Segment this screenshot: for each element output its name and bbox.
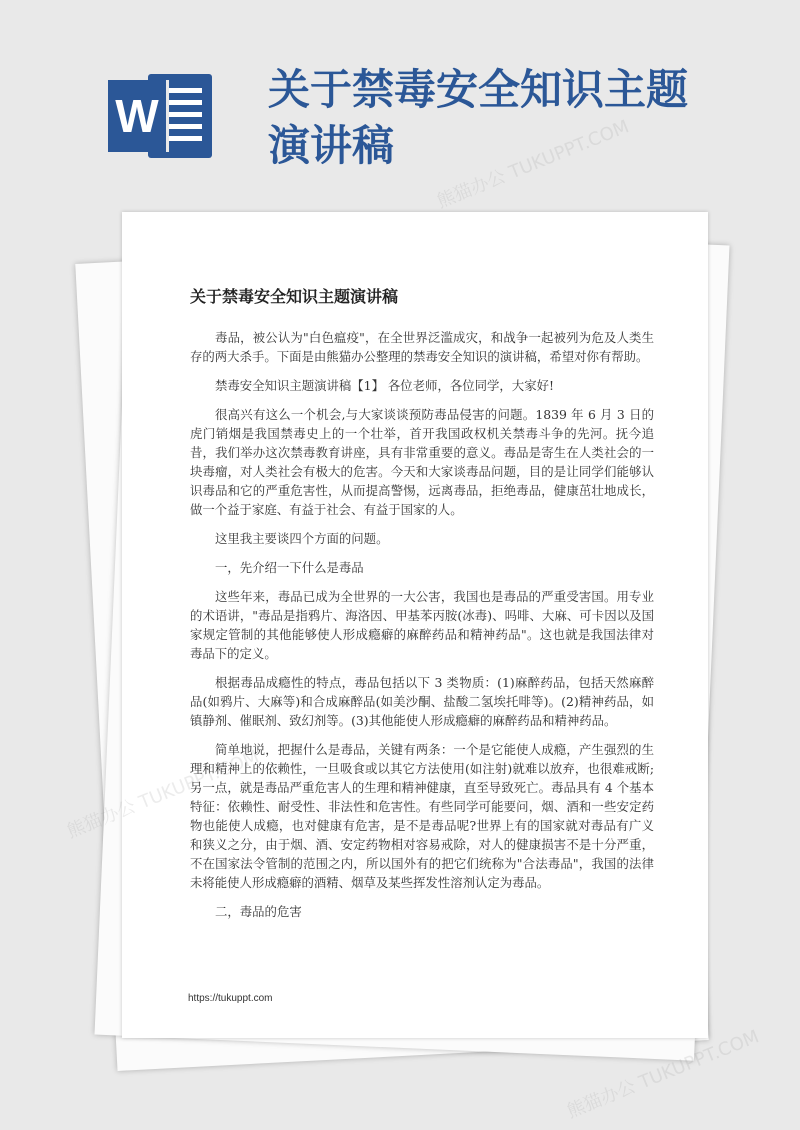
document-page	[122, 212, 708, 1038]
watermark: 熊猫办公 TUKUPPT.COM	[434, 116, 632, 213]
paragraph-history: 很高兴有这么一个机会,与大家谈谈预防毒品侵害的问题。1839 年 6 月 3 日的虎门销烟是我国禁毒史上的一个壮举，首开我国政权机关禁毒斗争的先河。抚今追昔，我们举办这次禁毒教育讲座，具有非常重要的意义。毒品是寄生在人类社会的一块毒瘤，对人类社会有极大的危害。今天和大家谈毒品问题，目的是让同学们能够认识毒品和它的严重危害性，从而提高警惕，远离毒品，拒绝毒品，健康茁壮地成长，做一个益于家庭、有益于社会、有益于国家的人。	[190, 407, 654, 517]
document-title: 关于禁毒安全知识主题演讲稿	[190, 287, 399, 306]
header	[0, 0, 800, 215]
paragraph-outline: 这里我主要谈四个方面的问题。	[215, 531, 389, 546]
watermark: 熊猫办公 TUKUPPT.COM	[564, 1026, 762, 1123]
section-heading-1: 一，先介绍一下什么是毒品	[215, 560, 364, 575]
paragraph-definition: 这些年来，毒品已成为全世界的一大公害，我国也是毒品的严重受害国。用专业的术语讲，"毒品是指鸦片、海洛因、甲基苯丙胺(冰毒)、吗啡、大麻、可卡因以及国家规定管制的其他能够使人形成瘾癖的麻醉药品和精神药品"。这也就是我国法律对毒品下的定义。	[190, 589, 654, 661]
document-body	[190, 328, 654, 931]
word-document-icon	[108, 74, 212, 158]
banner-title: 关于禁毒安全知识主题演讲稿	[268, 65, 689, 170]
paragraph-categories: 根据毒品成瘾性的特点，毒品包括以下 3 类物质：(1)麻醉药品，包括天然麻醉品(如鸦片、大麻等)和合成麻醉品(如美沙酮、盐酸二氢埃托啡等)。(2)精神药品，如镇静剂、催眠剂、致幻剂等。(3)其他能使人形成瘾癖的麻醉药品和精神药品。	[190, 675, 654, 728]
word-icon-letter: W	[108, 80, 169, 152]
footer-link[interactable]: https://tukuppt.com	[188, 993, 273, 1004]
paragraph-greeting: 禁毒安全知识主题演讲稿【1】 各位老师，各位同学，大家好!	[215, 378, 554, 393]
paragraph-intro: 毒品，被公认为"白色瘟疫"，在全世界泛滥成灾，和战争一起被列为危及人类生存的两大杀手。下面是由熊猫办公整理的禁毒安全知识的演讲稿，希望对你有帮助。	[190, 330, 654, 364]
paragraph-characteristics: 简单地说，把握什么是毒品，关键有两条：一个是它能使人成瘾，产生强烈的生理和精神上的依赖性，一旦吸食或以其它方法使用(如注射)就难以放弃，也很难戒断;另一点，就是毒品严重危害人的生理和精神健康，直至导致死亡。毒品具有 4 个基本特征：依赖性、耐受性、非法性和危害性。有些同学可能要问，烟、酒和一些安定药物也能使人成瘾，也对健康有危害，是不是毒品呢?世界上有的国家就对毒品有广义和狭义之分，由于烟、酒、安定药物相对容易戒除，对人的健康损害不是十分严重，不在国家法令管制的范围之内，所以国外有的把它们统称为"合法毒品"，我国的法律未将能使人形成瘾癖的酒精、烟草及某些挥发性溶剂认定为毒品。	[190, 742, 654, 890]
watermark: 熊猫办公	[64, 796, 139, 843]
section-heading-2: 二，毒品的危害	[215, 904, 302, 919]
